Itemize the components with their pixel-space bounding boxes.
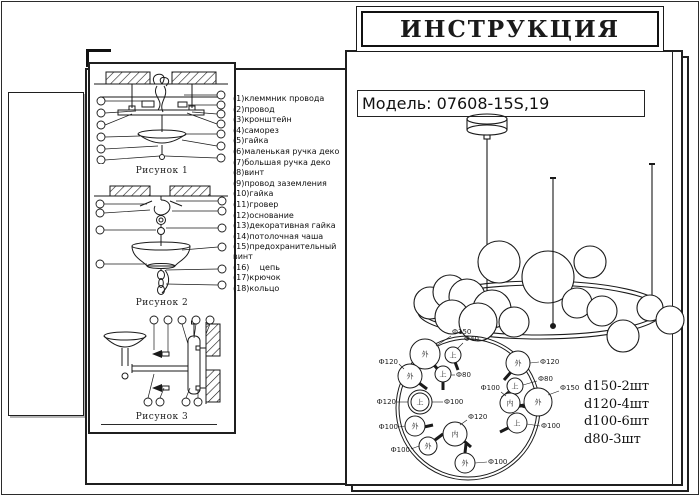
model-label: Модель: 07608-15S,19	[362, 94, 550, 113]
part-item: (6)маленькая ручка деко	[233, 146, 340, 156]
part-item: (14)потолочная чаша	[233, 231, 324, 241]
figure-3-caption: Рисунок 3	[135, 412, 189, 422]
globe-char: 上	[511, 382, 519, 391]
globe-char: 外	[411, 422, 419, 431]
title-box	[356, 6, 664, 52]
part-item: (5)гайка	[233, 136, 269, 146]
diameter-label: Ф80	[456, 371, 471, 379]
figure-2-caption: Рисунок 2	[135, 298, 189, 308]
diameter-label: Ф100	[378, 423, 398, 431]
part-item: (18)кольцо	[233, 283, 280, 293]
globe-char: 内	[506, 399, 514, 408]
part-item: (2)провод	[233, 104, 275, 114]
part-item: (17)крючок	[233, 273, 281, 283]
part-item: (7)большая ручка деко	[233, 157, 331, 167]
globe-char: 外	[514, 359, 522, 368]
parts-list	[233, 94, 343, 294]
diameter-label: Ф120	[376, 398, 396, 406]
part-item: (12)основание	[233, 210, 294, 220]
diameter-label: Ф80	[538, 375, 553, 383]
hook-chain-cup	[94, 186, 228, 295]
figure-1-drawing	[92, 68, 230, 164]
quantity-line: d100-6шт	[584, 414, 650, 429]
diameter-label: Ф120	[468, 413, 488, 421]
diameter-label: Ф100	[488, 458, 508, 466]
part-item: (8)винт	[233, 168, 265, 178]
quantity-line: d120-4шт	[584, 396, 650, 412]
figure-1-caption: Рисунок 1	[135, 166, 189, 176]
part-item: (10)гайка	[233, 189, 274, 199]
figure-3-callouts	[144, 316, 214, 406]
diameter-label: Ф40	[464, 335, 479, 343]
figure-1-callouts	[97, 91, 225, 164]
part-item: (16) цепь	[233, 262, 280, 272]
globe-char: 上	[439, 370, 447, 379]
globe-char: 上	[449, 351, 457, 360]
part-item: (11)гровер	[233, 199, 279, 209]
part-item: (15)предохранительный винт	[233, 242, 337, 261]
part-item: (4)саморез	[233, 125, 279, 135]
figure-1-callout-leaders	[105, 95, 217, 160]
diameter-label: Ф100	[541, 422, 561, 430]
part-item: (13)декоративная гайка	[233, 221, 336, 231]
quantity-line: d80-3шт	[584, 431, 641, 447]
part-item: (9)провод заземления	[233, 178, 327, 188]
diameter-label: Ф120	[378, 358, 398, 366]
globe-char: 内	[451, 430, 459, 439]
diameter-label: Ф100	[390, 446, 410, 454]
figure-3-drawing	[92, 314, 230, 410]
diameter-label: Ф100	[444, 398, 464, 406]
part-item: (1)клеммник провода	[233, 94, 325, 103]
figure-2-drawing	[92, 184, 230, 296]
diameter-label: Ф150	[452, 328, 472, 336]
page-title: ИНСТРУКЦИЯ	[399, 15, 620, 43]
globe-char: 外	[421, 350, 429, 359]
folded-page-strip	[8, 92, 84, 416]
diameter-label: Ф100	[480, 384, 500, 392]
part-item: (3)кронштейн	[233, 115, 292, 125]
globe-char: 外	[406, 372, 414, 381]
globe-char: 外	[534, 398, 542, 407]
globe-char: 外	[461, 459, 469, 468]
globe-char: 外	[424, 442, 432, 451]
figures-panel	[88, 62, 236, 434]
figure-3-caption-underline	[101, 424, 217, 425]
quantity-line: d150-2шт	[584, 379, 650, 394]
diameter-label: Ф150	[560, 384, 580, 392]
title-inner-border	[361, 11, 659, 47]
diameter-label: Ф120	[540, 358, 560, 366]
globe-quantity-list	[584, 378, 649, 448]
globe-char: 上	[416, 398, 424, 407]
ceiling-and-bracket	[94, 72, 228, 160]
globe-char: 上	[513, 419, 521, 428]
